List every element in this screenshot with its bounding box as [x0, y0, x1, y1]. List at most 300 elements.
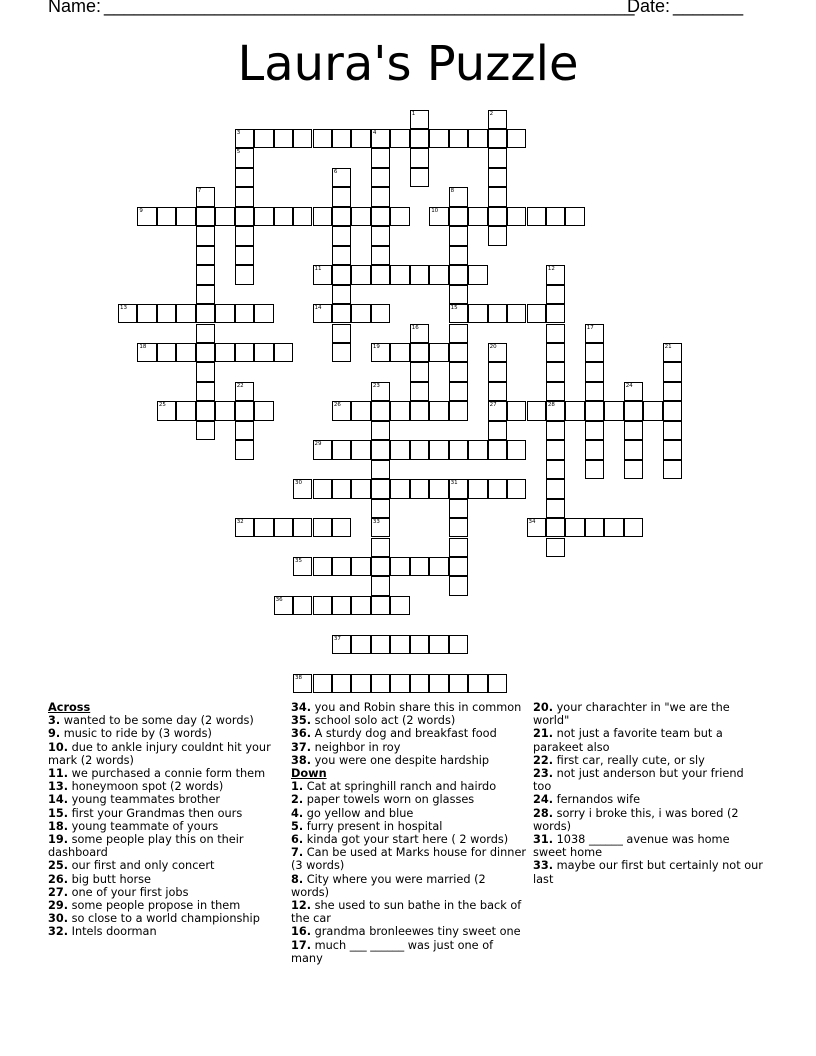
- grid-cell[interactable]: [546, 499, 565, 518]
- grid-cell[interactable]: [663, 401, 682, 420]
- grid-cell[interactable]: [332, 479, 351, 498]
- grid-cell[interactable]: [235, 207, 254, 226]
- grid-cell[interactable]: [196, 382, 215, 401]
- grid-cell[interactable]: [429, 635, 448, 654]
- grid-cell[interactable]: [371, 538, 390, 557]
- grid-cell[interactable]: [449, 479, 468, 498]
- grid-cell[interactable]: [371, 304, 390, 323]
- grid-cell[interactable]: [468, 265, 487, 284]
- grid-cell[interactable]: [488, 674, 507, 693]
- grid-cell[interactable]: [313, 207, 332, 226]
- grid-cell[interactable]: [235, 304, 254, 323]
- grid-cell[interactable]: [663, 440, 682, 459]
- grid-cell[interactable]: [468, 479, 487, 498]
- clue-number-label: 16.: [291, 925, 312, 939]
- grid-cell[interactable]: [371, 382, 390, 401]
- grid-cell[interactable]: [429, 440, 448, 459]
- clue-number-label: 15.: [48, 806, 69, 820]
- grid-cell[interactable]: [449, 499, 468, 518]
- grid-cell[interactable]: [449, 674, 468, 693]
- grid-cell[interactable]: [410, 168, 429, 187]
- grid-cell[interactable]: [332, 343, 351, 362]
- grid-cell[interactable]: [371, 265, 390, 284]
- grid-cell[interactable]: [332, 518, 351, 537]
- clue-number: 25: [158, 402, 166, 409]
- grid-cell[interactable]: [332, 207, 351, 226]
- clue-number: 8: [450, 188, 455, 195]
- grid-cell[interactable]: [565, 401, 584, 420]
- clue-number-label: 10.: [48, 740, 69, 754]
- grid-cell[interactable]: [351, 596, 370, 615]
- grid-cell[interactable]: [215, 401, 234, 420]
- grid-cell[interactable]: [254, 207, 273, 226]
- grid-cell[interactable]: [410, 557, 429, 576]
- grid-cell[interactable]: [351, 304, 370, 323]
- grid-cell[interactable]: [546, 382, 565, 401]
- grid-cell[interactable]: [663, 421, 682, 440]
- grid-cell[interactable]: [585, 343, 604, 362]
- clue-text: maybe our first but certainly not our last: [533, 859, 763, 886]
- grid-cell[interactable]: [371, 343, 390, 362]
- grid-cell[interactable]: [546, 518, 565, 537]
- grid-cell[interactable]: [313, 674, 332, 693]
- grid-cell[interactable]: [449, 187, 468, 206]
- grid-cell[interactable]: [488, 440, 507, 459]
- date-field[interactable]: _______: [673, 0, 744, 16]
- grid-cell[interactable]: [332, 129, 351, 148]
- grid-cell[interactable]: [176, 207, 195, 226]
- across-clue: [48, 925, 284, 938]
- grid-cell[interactable]: [157, 304, 176, 323]
- grid-cell[interactable]: [546, 460, 565, 479]
- grid-cell[interactable]: [390, 674, 409, 693]
- clue-number-label: 30.: [48, 912, 69, 926]
- grid-cell[interactable]: [429, 343, 448, 362]
- grid-cell[interactable]: [235, 148, 254, 167]
- grid-cell[interactable]: [585, 324, 604, 343]
- grid-cell[interactable]: [546, 285, 565, 304]
- grid-cell[interactable]: [449, 538, 468, 557]
- grid-cell[interactable]: [546, 479, 565, 498]
- grid-cell[interactable]: [351, 557, 370, 576]
- grid-cell[interactable]: [371, 207, 390, 226]
- grid-cell[interactable]: [546, 265, 565, 284]
- grid-cell[interactable]: [313, 596, 332, 615]
- grid-cell[interactable]: [332, 401, 351, 420]
- grid-cell[interactable]: [449, 246, 468, 265]
- clue-text: 1038 ______ avenue was home sweet home: [533, 833, 730, 860]
- grid-cell[interactable]: [488, 343, 507, 362]
- grid-cell[interactable]: [235, 343, 254, 362]
- name-field[interactable]: _____________________________________________________: [104, 0, 635, 16]
- grid-cell[interactable]: [293, 557, 312, 576]
- grid-cell[interactable]: [313, 129, 332, 148]
- grid-cell[interactable]: [332, 635, 351, 654]
- grid-cell[interactable]: [371, 576, 390, 595]
- grid-cell[interactable]: [235, 518, 254, 537]
- clue-number-label: 21.: [533, 727, 554, 741]
- across-clue: [48, 741, 284, 767]
- grid-cell[interactable]: [410, 401, 429, 420]
- grid-cell[interactable]: [546, 421, 565, 440]
- grid-cell[interactable]: [274, 518, 293, 537]
- clue-number-label: 35.: [291, 714, 312, 728]
- grid-cell[interactable]: [371, 421, 390, 440]
- grid-cell[interactable]: [274, 207, 293, 226]
- grid-cell[interactable]: [332, 440, 351, 459]
- grid-cell[interactable]: [449, 226, 468, 245]
- grid-cell[interactable]: [507, 129, 526, 148]
- grid-cell[interactable]: [449, 557, 468, 576]
- grid-cell[interactable]: [624, 518, 643, 537]
- grid-cell[interactable]: [624, 401, 643, 420]
- grid-cell[interactable]: [274, 596, 293, 615]
- grid-cell[interactable]: [507, 479, 526, 498]
- across-clue: [291, 754, 527, 767]
- grid-cell[interactable]: [332, 226, 351, 245]
- clue-number: 14: [314, 305, 322, 311]
- grid-cell[interactable]: [293, 596, 312, 615]
- grid-cell[interactable]: [410, 674, 429, 693]
- grid-cell[interactable]: [546, 440, 565, 459]
- grid-cell[interactable]: [390, 596, 409, 615]
- grid-cell[interactable]: [351, 265, 370, 284]
- grid-cell[interactable]: [371, 187, 390, 206]
- grid-cell[interactable]: [351, 129, 370, 148]
- grid-cell[interactable]: [468, 674, 487, 693]
- grid-cell[interactable]: [663, 460, 682, 479]
- grid-cell[interactable]: [196, 285, 215, 304]
- clue-number: 4: [372, 130, 377, 136]
- grid-cell[interactable]: [293, 518, 312, 537]
- grid-cell[interactable]: [449, 440, 468, 459]
- grid-cell[interactable]: [390, 129, 409, 148]
- grid-cell[interactable]: [429, 479, 448, 498]
- grid-cell[interactable]: [410, 148, 429, 167]
- grid-cell[interactable]: [488, 421, 507, 440]
- grid-cell[interactable]: [429, 265, 448, 284]
- grid-cell[interactable]: [157, 343, 176, 362]
- grid-cell[interactable]: [332, 265, 351, 284]
- grid-cell[interactable]: [332, 187, 351, 206]
- grid-cell[interactable]: [449, 343, 468, 362]
- grid-cell[interactable]: [488, 187, 507, 206]
- grid-cell[interactable]: [390, 440, 409, 459]
- down-clue: [533, 793, 763, 806]
- grid-cell[interactable]: [371, 440, 390, 459]
- grid-cell[interactable]: [410, 362, 429, 381]
- grid-cell[interactable]: [137, 207, 156, 226]
- grid-cell[interactable]: [663, 343, 682, 362]
- grid-cell[interactable]: [488, 226, 507, 245]
- grid-cell[interactable]: [507, 207, 526, 226]
- grid-cell[interactable]: [449, 518, 468, 537]
- grid-cell[interactable]: [410, 324, 429, 343]
- clue-text: first your Grandmas then ours: [68, 806, 243, 820]
- grid-cell[interactable]: [371, 129, 390, 148]
- grid-cell[interactable]: [468, 440, 487, 459]
- grid-cell[interactable]: [196, 362, 215, 381]
- grid-cell[interactable]: [390, 265, 409, 284]
- grid-cell[interactable]: [410, 343, 429, 362]
- grid-cell[interactable]: [527, 207, 546, 226]
- grid-cell[interactable]: [235, 440, 254, 459]
- grid-cell[interactable]: [313, 557, 332, 576]
- grid-cell[interactable]: [196, 187, 215, 206]
- grid-cell[interactable]: [507, 304, 526, 323]
- grid-cell[interactable]: [624, 421, 643, 440]
- grid-cell[interactable]: [196, 343, 215, 362]
- grid-cell[interactable]: [585, 401, 604, 420]
- grid-cell[interactable]: [449, 129, 468, 148]
- grid-cell[interactable]: [235, 401, 254, 420]
- grid-cell[interactable]: [488, 401, 507, 420]
- grid-cell[interactable]: [468, 207, 487, 226]
- grid-cell[interactable]: [371, 674, 390, 693]
- grid-cell[interactable]: [488, 479, 507, 498]
- grid-cell[interactable]: [371, 518, 390, 537]
- grid-cell[interactable]: [449, 285, 468, 304]
- grid-cell[interactable]: [429, 674, 448, 693]
- grid-cell[interactable]: [235, 129, 254, 148]
- grid-cell[interactable]: [449, 304, 468, 323]
- grid-cell[interactable]: [390, 479, 409, 498]
- grid-cell[interactable]: [663, 382, 682, 401]
- grid-cell[interactable]: [313, 518, 332, 537]
- clue-number: 1: [411, 110, 416, 117]
- grid-cell[interactable]: [449, 382, 468, 401]
- clue-number-label: 31.: [533, 833, 554, 847]
- grid-cell[interactable]: [176, 343, 195, 362]
- grid-cell[interactable]: [176, 304, 195, 323]
- grid-cell[interactable]: [410, 479, 429, 498]
- grid-cell[interactable]: [527, 401, 546, 420]
- grid-cell[interactable]: [215, 207, 234, 226]
- grid-cell[interactable]: [390, 401, 409, 420]
- grid-cell[interactable]: [429, 129, 448, 148]
- grid-cell[interactable]: [546, 538, 565, 557]
- grid-cell[interactable]: [585, 362, 604, 381]
- grid-cell[interactable]: [410, 635, 429, 654]
- grid-cell[interactable]: [624, 460, 643, 479]
- clue-text: young teammates brother: [68, 793, 221, 807]
- clue-number: 30: [295, 480, 302, 487]
- grid-cell[interactable]: [507, 401, 526, 420]
- grid-cell[interactable]: [468, 129, 487, 148]
- grid-cell[interactable]: [371, 168, 390, 187]
- clue-number-label: 17.: [291, 938, 312, 952]
- grid-cell[interactable]: [429, 557, 448, 576]
- grid-cell[interactable]: [585, 518, 604, 537]
- grid-cell[interactable]: [468, 304, 487, 323]
- grid-cell[interactable]: [235, 382, 254, 401]
- grid-cell[interactable]: [488, 168, 507, 187]
- grid-cell[interactable]: [371, 479, 390, 498]
- grid-cell[interactable]: [585, 421, 604, 440]
- clue-number: 20: [489, 343, 497, 350]
- grid-cell[interactable]: [410, 265, 429, 284]
- grid-cell[interactable]: [663, 362, 682, 381]
- grid-cell[interactable]: [449, 324, 468, 343]
- grid-cell[interactable]: [546, 362, 565, 381]
- grid-cell[interactable]: [371, 401, 390, 420]
- clue-number: 11: [314, 266, 322, 273]
- grid-cell[interactable]: [371, 460, 390, 479]
- grid-cell[interactable]: [604, 518, 623, 537]
- grid-cell[interactable]: [527, 518, 546, 537]
- grid-cell[interactable]: [371, 596, 390, 615]
- grid-cell[interactable]: [410, 382, 429, 401]
- grid-cell[interactable]: [332, 285, 351, 304]
- clue-text: one of your first jobs: [68, 885, 189, 899]
- grid-cell[interactable]: [254, 518, 273, 537]
- grid-cell[interactable]: [235, 421, 254, 440]
- clue-column-3: [533, 701, 763, 886]
- grid-cell[interactable]: [410, 110, 429, 129]
- grid-cell[interactable]: [488, 110, 507, 129]
- clue-number-label: 18.: [48, 819, 69, 833]
- grid-cell[interactable]: [371, 226, 390, 245]
- grid-cell[interactable]: [585, 460, 604, 479]
- grid-cell[interactable]: [546, 324, 565, 343]
- grid-cell[interactable]: [449, 362, 468, 381]
- grid-cell[interactable]: [235, 187, 254, 206]
- grid-cell[interactable]: [546, 304, 565, 323]
- grid-cell[interactable]: [293, 674, 312, 693]
- grid-cell[interactable]: [351, 207, 370, 226]
- grid-cell[interactable]: [546, 343, 565, 362]
- clue-text: young teammate of yours: [68, 819, 219, 833]
- grid-cell[interactable]: [215, 304, 234, 323]
- grid-cell[interactable]: [488, 148, 507, 167]
- grid-cell[interactable]: [488, 304, 507, 323]
- grid-cell[interactable]: [527, 304, 546, 323]
- grid-cell[interactable]: [274, 343, 293, 362]
- grid-cell[interactable]: [332, 324, 351, 343]
- grid-cell[interactable]: [488, 129, 507, 148]
- grid-cell[interactable]: [313, 440, 332, 459]
- grid-cell[interactable]: [624, 440, 643, 459]
- grid-cell[interactable]: [293, 207, 312, 226]
- grid-cell[interactable]: [371, 557, 390, 576]
- clue-number: 22: [236, 382, 244, 389]
- grid-cell[interactable]: [390, 635, 409, 654]
- grid-cell[interactable]: [332, 596, 351, 615]
- grid-cell[interactable]: [196, 207, 215, 226]
- grid-cell[interactable]: [118, 304, 137, 323]
- grid-cell[interactable]: [565, 518, 584, 537]
- clue-number-label: 19.: [48, 833, 69, 847]
- grid-cell[interactable]: [351, 674, 370, 693]
- grid-cell[interactable]: [585, 440, 604, 459]
- grid-cell[interactable]: [390, 207, 409, 226]
- grid-cell[interactable]: [604, 401, 623, 420]
- grid-cell[interactable]: [507, 440, 526, 459]
- grid-cell[interactable]: [254, 304, 273, 323]
- grid-cell[interactable]: [332, 246, 351, 265]
- grid-cell[interactable]: [332, 557, 351, 576]
- grid-cell[interactable]: [254, 129, 273, 148]
- grid-cell[interactable]: [313, 479, 332, 498]
- grid-cell[interactable]: [410, 129, 429, 148]
- grid-cell[interactable]: [429, 401, 448, 420]
- grid-cell[interactable]: [371, 635, 390, 654]
- grid-cell[interactable]: [390, 557, 409, 576]
- grid-cell[interactable]: [429, 207, 448, 226]
- grid-cell[interactable]: [215, 343, 234, 362]
- grid-cell[interactable]: [332, 674, 351, 693]
- grid-cell[interactable]: [196, 401, 215, 420]
- grid-cell[interactable]: [565, 207, 584, 226]
- grid-cell[interactable]: [371, 246, 390, 265]
- grid-cell[interactable]: [351, 440, 370, 459]
- grid-cell[interactable]: [254, 401, 273, 420]
- grid-cell[interactable]: [274, 129, 293, 148]
- grid-cell[interactable]: [390, 343, 409, 362]
- grid-cell[interactable]: [371, 148, 390, 167]
- grid-cell[interactable]: [449, 207, 468, 226]
- grid-cell[interactable]: [371, 499, 390, 518]
- grid-cell[interactable]: [585, 382, 604, 401]
- grid-cell[interactable]: [351, 479, 370, 498]
- grid-cell[interactable]: [196, 304, 215, 323]
- grid-cell[interactable]: [313, 265, 332, 284]
- grid-cell[interactable]: [546, 207, 565, 226]
- grid-cell[interactable]: [235, 265, 254, 284]
- grid-cell[interactable]: [235, 168, 254, 187]
- grid-cell[interactable]: [449, 401, 468, 420]
- clue-number: 38: [295, 674, 302, 681]
- grid-cell[interactable]: [176, 401, 195, 420]
- grid-cell[interactable]: [410, 440, 429, 459]
- grid-cell[interactable]: [624, 382, 643, 401]
- clue-number: 2: [489, 110, 494, 117]
- grid-cell[interactable]: [137, 304, 156, 323]
- grid-cell[interactable]: [449, 635, 468, 654]
- grid-cell[interactable]: [488, 207, 507, 226]
- grid-cell[interactable]: [313, 304, 332, 323]
- grid-cell[interactable]: [488, 362, 507, 381]
- clue-number-label: 36.: [291, 727, 312, 741]
- grid-cell[interactable]: [332, 304, 351, 323]
- grid-cell[interactable]: [196, 324, 215, 343]
- grid-cell[interactable]: [449, 576, 468, 595]
- clue-text: you were one despite hardship: [311, 753, 490, 767]
- grid-cell[interactable]: [157, 401, 176, 420]
- grid-cell[interactable]: [196, 421, 215, 440]
- grid-cell[interactable]: [293, 129, 312, 148]
- grid-cell[interactable]: [332, 168, 351, 187]
- grid-cell[interactable]: [488, 382, 507, 401]
- grid-cell[interactable]: [254, 343, 273, 362]
- grid-cell[interactable]: [643, 401, 662, 420]
- grid-cell[interactable]: [351, 635, 370, 654]
- clue-text: we purchased a connie form them: [68, 767, 266, 781]
- grid-cell[interactable]: [449, 265, 468, 284]
- grid-cell[interactable]: [196, 265, 215, 284]
- grid-cell[interactable]: [235, 246, 254, 265]
- grid-cell[interactable]: [293, 479, 312, 498]
- clue-text: our first and only concert: [68, 859, 215, 873]
- grid-cell[interactable]: [546, 401, 565, 420]
- grid-cell[interactable]: [137, 343, 156, 362]
- across-clue: [48, 899, 284, 912]
- grid-cell[interactable]: [157, 207, 176, 226]
- grid-cell[interactable]: [235, 226, 254, 245]
- grid-cell[interactable]: [351, 401, 370, 420]
- grid-cell[interactable]: [196, 226, 215, 245]
- grid-cell[interactable]: [196, 246, 215, 265]
